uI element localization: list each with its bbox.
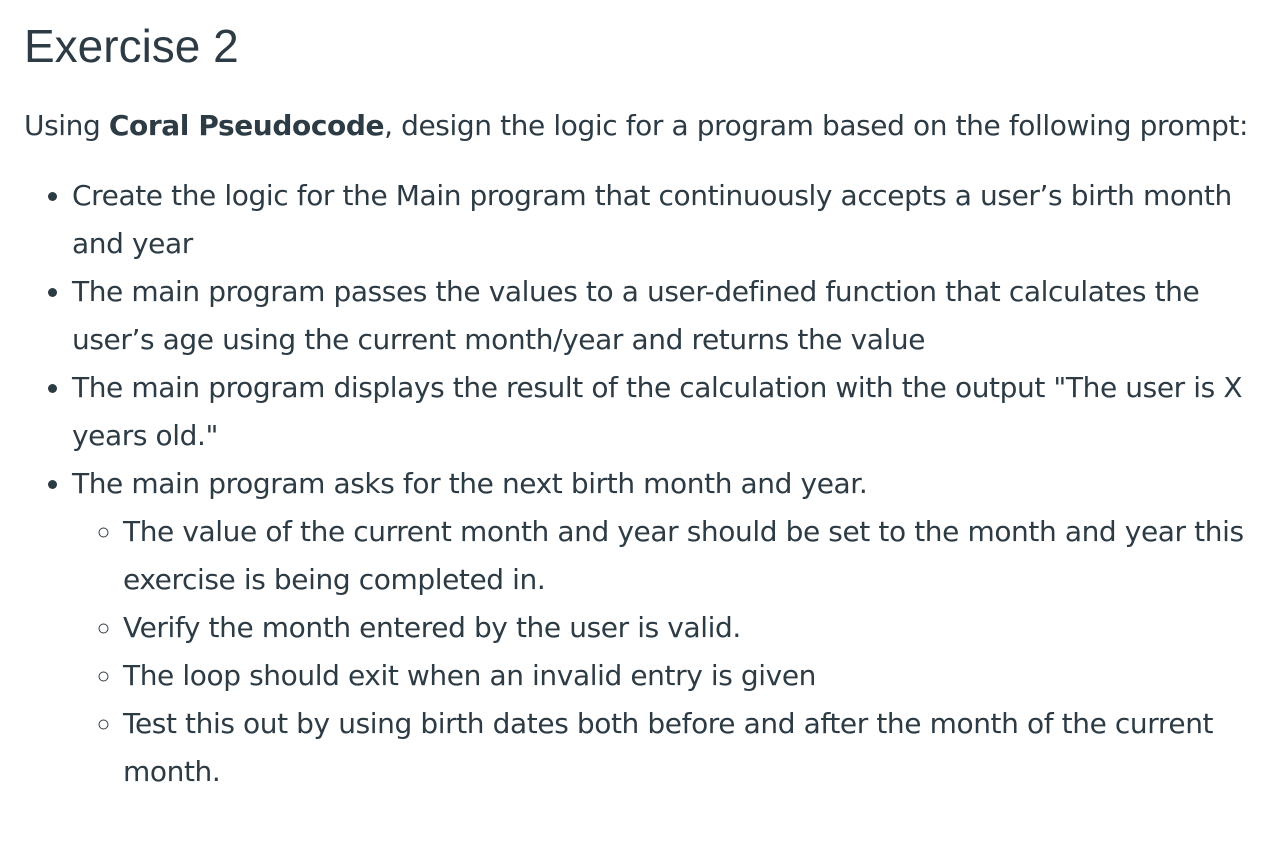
intro-prefix: Using	[24, 109, 109, 142]
sub-list-item-text: Test this out by using birth dates both before and after the month of the current month.	[123, 707, 1214, 788]
sub-list-item-text: The value of the current month and year should be set to the month and year this exercise is being completed in.	[123, 515, 1244, 596]
intro-bold-term: Coral Pseudocode	[108, 109, 385, 142]
page-title: Exercise 2	[24, 20, 239, 72]
list-item-text: Create the logic for the Main program that continuously accepts a user’s birth month and year	[72, 179, 1232, 260]
list-item	[72, 460, 1256, 796]
list-item-text: The main program displays the result of the calculation with the output "The user is X years old."	[72, 371, 1243, 452]
requirements-list	[24, 172, 1256, 796]
list-item-text: The main program asks for the next birth month and year.	[72, 467, 868, 500]
intro-suffix: , design the logic for a program based on the following prompt:	[384, 109, 1249, 142]
list-item	[72, 268, 1256, 364]
sub-list-item	[123, 508, 1256, 604]
sub-requirements-list	[72, 508, 1256, 796]
sub-list-item	[123, 604, 1256, 652]
sub-list-item-text: Verify the month entered by the user is valid.	[123, 611, 741, 644]
sub-list-item-text: The loop should exit when an invalid entry is given	[123, 659, 817, 692]
sub-list-item	[123, 652, 1256, 700]
list-item-text: The main program passes the values to a user-defined function that calculates the user’s age using the current month/year and returns the value	[72, 275, 1200, 356]
list-item	[72, 172, 1256, 268]
intro-paragraph	[24, 102, 1256, 150]
sub-list-item	[123, 700, 1256, 796]
list-item	[72, 364, 1256, 460]
